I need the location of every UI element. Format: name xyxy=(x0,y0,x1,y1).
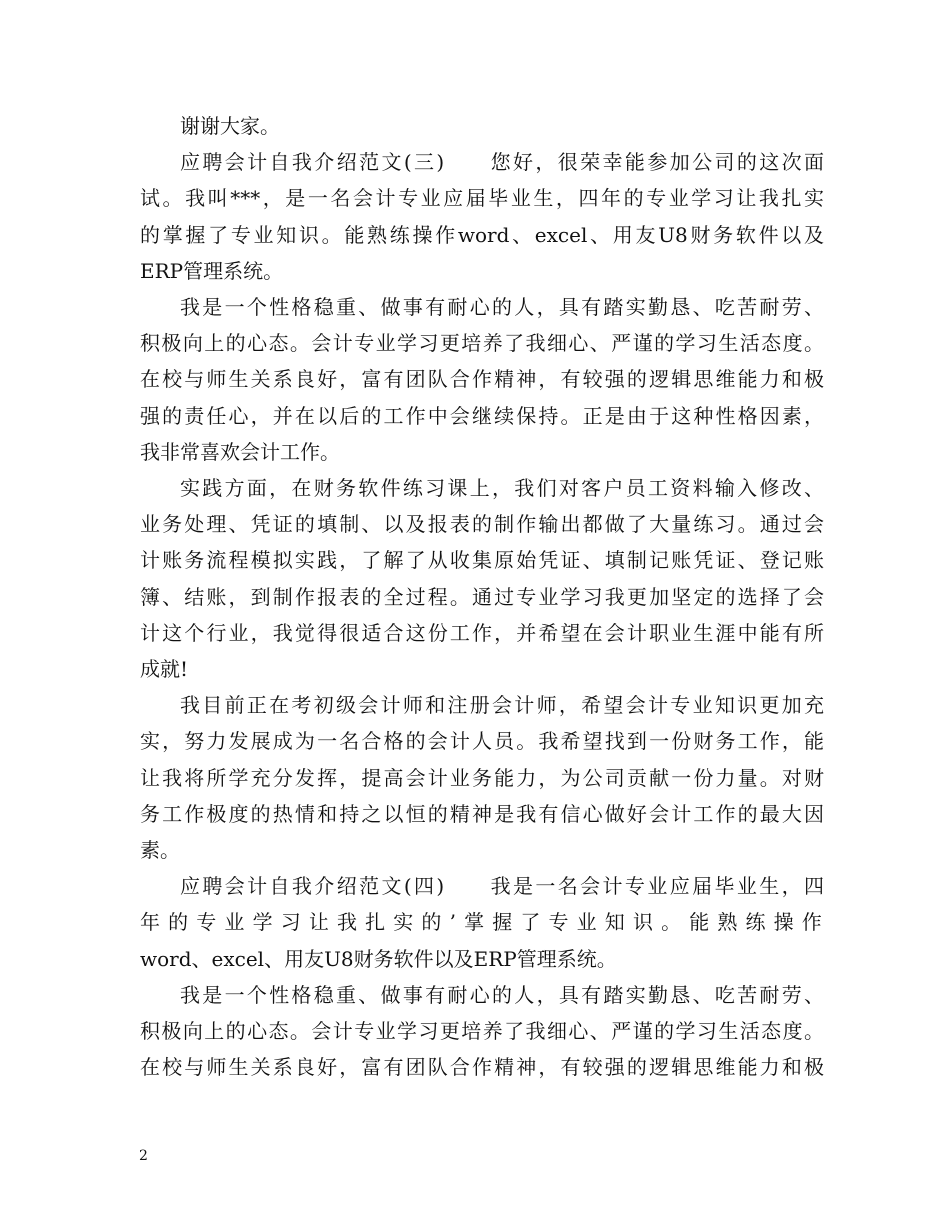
text-line: 成就! xyxy=(140,657,189,682)
text-line: 计账务流程模拟实践，了解了从收集原始凭证、填制记账凭证、登记账 xyxy=(140,548,824,573)
text-line: 我是一个性格稳重、做事有耐心的人，具有踏实勤恳、吃苦耐劳、 xyxy=(180,982,824,1007)
document-body xyxy=(140,108,824,1085)
text-line: 实，努力发展成为一名合格的会计人员。我希望找到一份财务工作，能 xyxy=(140,729,824,754)
text-line: 的掌握了专业知识。能熟练操作word、excel、用友U8财务软件以及 xyxy=(140,222,824,247)
text-line-with-heading xyxy=(140,868,824,904)
paragraph-personality xyxy=(140,289,824,470)
text-line: 簿、结账，到制作报表的全过程。通过专业学习我更加坚定的选择了会 xyxy=(140,584,824,609)
text-line: 年的专业学习让我扎实的’掌握了专业知识。能熟练操作 xyxy=(140,910,824,935)
text-line: 试。我叫***，是一名会计专业应届毕业生，四年的专业学习让我扎实 xyxy=(140,186,824,211)
page-number: 2 xyxy=(139,1148,148,1164)
text-line: 在校与师生关系良好，富有团队合作精神，有较强的逻辑思维能力和极 xyxy=(140,367,824,392)
text-line: 积极向上的心态。会计专业学习更培养了我细心、严谨的学习生活态度。 xyxy=(140,1019,824,1044)
text-line: 谢谢大家。 xyxy=(180,114,280,138)
text-line: 您好，很荣幸能参加公司的这次面 xyxy=(488,150,825,175)
text-line: 素。 xyxy=(140,838,180,863)
text-line: 我非常喜欢会计工作。 xyxy=(140,439,340,464)
text-line: 计这个行业，我觉得很适合这份工作，并希望在会计职业生涯中能有所 xyxy=(140,620,824,645)
paragraph-sample-four xyxy=(140,868,824,977)
text-line: word、excel、用友U8财务软件以及ERP管理系统。 xyxy=(140,946,617,971)
paragraph-personality-repeat xyxy=(140,977,824,1086)
text-line: 强的责任心，并在以后的工作中会继续保持。正是由于这种性格因素， xyxy=(140,403,824,428)
text-line-with-heading xyxy=(140,144,824,180)
text-line: 实践方面，在财务软件练习课上，我们对客户员工资料输入修改、 xyxy=(180,476,824,501)
text-line: 积极向上的心态。会计专业学习更培养了我细心、严谨的学习生活态度。 xyxy=(140,331,824,356)
text-line: 务工作极度的热情和持之以恒的精神是我有信心做好会计工作的最大因 xyxy=(140,801,824,826)
paragraph-practice xyxy=(140,470,824,687)
section-heading: 应聘会计自我介绍范文(四) xyxy=(180,874,445,899)
text-line: 让我将所学充分发挥，提高会计业务能力，为公司贡献一份力量。对财 xyxy=(140,765,824,790)
paragraph-sample-three xyxy=(140,144,824,289)
paragraph-closing xyxy=(140,108,824,144)
section-heading: 应聘会计自我介绍范文(三) xyxy=(180,150,445,175)
text-line: ERP管理系统。 xyxy=(140,258,284,283)
text-line: 我是一名会计专业应届毕业生，四 xyxy=(488,874,825,899)
paragraph-goals xyxy=(140,687,824,868)
text-line: 在校与师生关系良好，富有团队合作精神，有较强的逻辑思维能力和极 xyxy=(140,1055,824,1080)
text-line: 我是一个性格稳重、做事有耐心的人，具有踏实勤恳、吃苦耐劳、 xyxy=(180,295,824,320)
text-line: 业务处理、凭证的填制、以及报表的制作输出都做了大量练习。通过会 xyxy=(140,512,824,537)
text-line: 我目前正在考初级会计师和注册会计师，希望会计专业知识更加充 xyxy=(180,693,824,718)
